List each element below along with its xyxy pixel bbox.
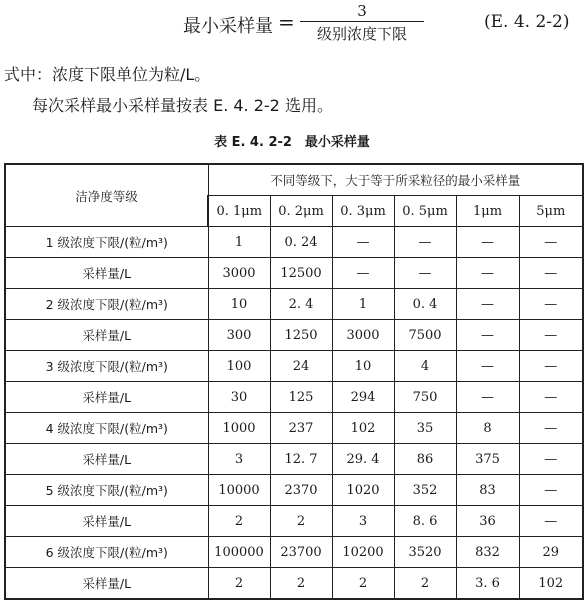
- table-cell: —: [519, 351, 583, 382]
- table-cell: 3000: [208, 258, 270, 289]
- table-cell: 3: [332, 506, 394, 537]
- formula-lhs: 最小采样量: [183, 16, 273, 37]
- table-cell: 3: [208, 444, 270, 475]
- table-cell: —: [456, 227, 519, 258]
- table-cell: 29: [519, 537, 583, 568]
- row-label: 1 级浓度下限/(粒/m³): [5, 227, 208, 258]
- table-cell: 8. 6: [394, 506, 456, 537]
- table-cell: —: [519, 444, 583, 475]
- table-cell: 12. 7: [270, 444, 332, 475]
- row-label: 5 级浓度下限/(粒/m³): [5, 475, 208, 506]
- header-size: 5μm: [519, 196, 583, 227]
- table-row: [5, 537, 583, 568]
- formula-denominator: 级别浓度下限: [316, 25, 407, 43]
- table-cell: 102: [332, 413, 394, 444]
- table-row: [5, 475, 583, 506]
- formula-reference: (E. 4. 2-2): [484, 12, 570, 32]
- table-cell: —: [519, 382, 583, 413]
- table-cell: 125: [270, 382, 332, 413]
- header-size: 0. 5μm: [394, 196, 456, 227]
- min-sample-table: [4, 163, 584, 600]
- header-size-group: 不同等级下，大于等于所采粒径的最小采样量: [208, 164, 583, 196]
- table-cell: 35: [394, 413, 456, 444]
- table-cell: —: [519, 320, 583, 351]
- header-size: 0. 1μm: [208, 196, 270, 227]
- table-cell: 29. 4: [332, 444, 394, 475]
- table-cell: 100000: [208, 537, 270, 568]
- table-cell: 294: [332, 382, 394, 413]
- table-row: [5, 351, 583, 382]
- row-label: 采样量/L: [5, 382, 208, 413]
- table-cell: —: [456, 351, 519, 382]
- table-cell: —: [456, 258, 519, 289]
- table-row: [5, 289, 583, 320]
- table-cell: 3000: [332, 320, 394, 351]
- table-cell: 3520: [394, 537, 456, 568]
- table-cell: 0. 4: [394, 289, 456, 320]
- row-label: 6 级浓度下限/(粒/m³): [5, 537, 208, 568]
- table-cell: —: [519, 506, 583, 537]
- table-cell: 832: [456, 537, 519, 568]
- table-cell: —: [519, 289, 583, 320]
- row-label: 3 级浓度下限/(粒/m³): [5, 351, 208, 382]
- table-row: [5, 258, 583, 289]
- header-size: 1μm: [456, 196, 519, 227]
- table-cell: 100: [208, 351, 270, 382]
- table-row: [5, 227, 583, 258]
- header-cleanliness-class: 洁净度等级: [5, 164, 208, 227]
- table-cell: 102: [519, 568, 583, 600]
- table-cell: 2. 4: [270, 289, 332, 320]
- table-cell: 2: [332, 568, 394, 600]
- row-label: 采样量/L: [5, 320, 208, 351]
- table-cell: 2370: [270, 475, 332, 506]
- table-cell: 24: [270, 351, 332, 382]
- table-cell: 1250: [270, 320, 332, 351]
- formula: [0, 2, 584, 50]
- row-label: 采样量/L: [5, 568, 208, 600]
- table-cell: 3. 6: [456, 568, 519, 600]
- where-clause: 式中：浓度下限单位为粒/L。: [4, 65, 211, 84]
- table-cell: 2: [208, 506, 270, 537]
- table-cell: 12500: [270, 258, 332, 289]
- table-cell: 10: [332, 351, 394, 382]
- fraction-bar: [300, 21, 424, 22]
- table-cell: —: [394, 258, 456, 289]
- table-cell: 8: [456, 413, 519, 444]
- table-cell: 2: [208, 568, 270, 600]
- formula-fraction: [300, 2, 424, 44]
- table-row: [5, 444, 583, 475]
- table-caption: 表 E. 4. 2-2 最小采样量: [214, 135, 370, 150]
- table-cell: 23700: [270, 537, 332, 568]
- table-cell: 86: [394, 444, 456, 475]
- table-cell: 237: [270, 413, 332, 444]
- formula-numerator: 3: [357, 2, 367, 20]
- table-row: [5, 506, 583, 537]
- row-label: 4 级浓度下限/(粒/m³): [5, 413, 208, 444]
- row-label: 采样量/L: [5, 258, 208, 289]
- table-cell: —: [519, 413, 583, 444]
- table-cell: 7500: [394, 320, 456, 351]
- table-cell: 10200: [332, 537, 394, 568]
- table-cell: —: [519, 227, 583, 258]
- table-cell: 10000: [208, 475, 270, 506]
- row-label: 采样量/L: [5, 444, 208, 475]
- table-cell: 10: [208, 289, 270, 320]
- table-cell: 2: [270, 506, 332, 537]
- table-cell: —: [519, 475, 583, 506]
- table-cell: 2: [394, 568, 456, 600]
- table-cell: 4: [394, 351, 456, 382]
- table-cell: 0. 24: [270, 227, 332, 258]
- table-row: [5, 413, 583, 444]
- table-row: [5, 568, 583, 600]
- table-cell: 750: [394, 382, 456, 413]
- table-cell: 1000: [208, 413, 270, 444]
- table-cell: 2: [270, 568, 332, 600]
- table-cell: 30: [208, 382, 270, 413]
- row-label: 2 级浓度下限/(粒/m³): [5, 289, 208, 320]
- table-cell: 375: [456, 444, 519, 475]
- table-cell: 1: [208, 227, 270, 258]
- table-cell: —: [332, 258, 394, 289]
- formula-equals: =: [278, 10, 295, 34]
- table-cell: 83: [456, 475, 519, 506]
- selection-note: 每次采样最小采样量按表 E. 4. 2-2 选用。: [32, 96, 333, 115]
- table-cell: —: [519, 258, 583, 289]
- table-cell: 1020: [332, 475, 394, 506]
- table-cell: —: [456, 382, 519, 413]
- table-cell: —: [456, 289, 519, 320]
- table-cell: 352: [394, 475, 456, 506]
- table-cell: —: [456, 320, 519, 351]
- table-cell: —: [332, 227, 394, 258]
- row-label: 采样量/L: [5, 506, 208, 537]
- table-cell: 300: [208, 320, 270, 351]
- table-cell: 1: [332, 289, 394, 320]
- table-row: [5, 320, 583, 351]
- header-size: 0. 2μm: [270, 196, 332, 227]
- table-cell: —: [394, 227, 456, 258]
- table-row: [5, 382, 583, 413]
- header-size: 0. 3μm: [332, 196, 394, 227]
- table-cell: 36: [456, 506, 519, 537]
